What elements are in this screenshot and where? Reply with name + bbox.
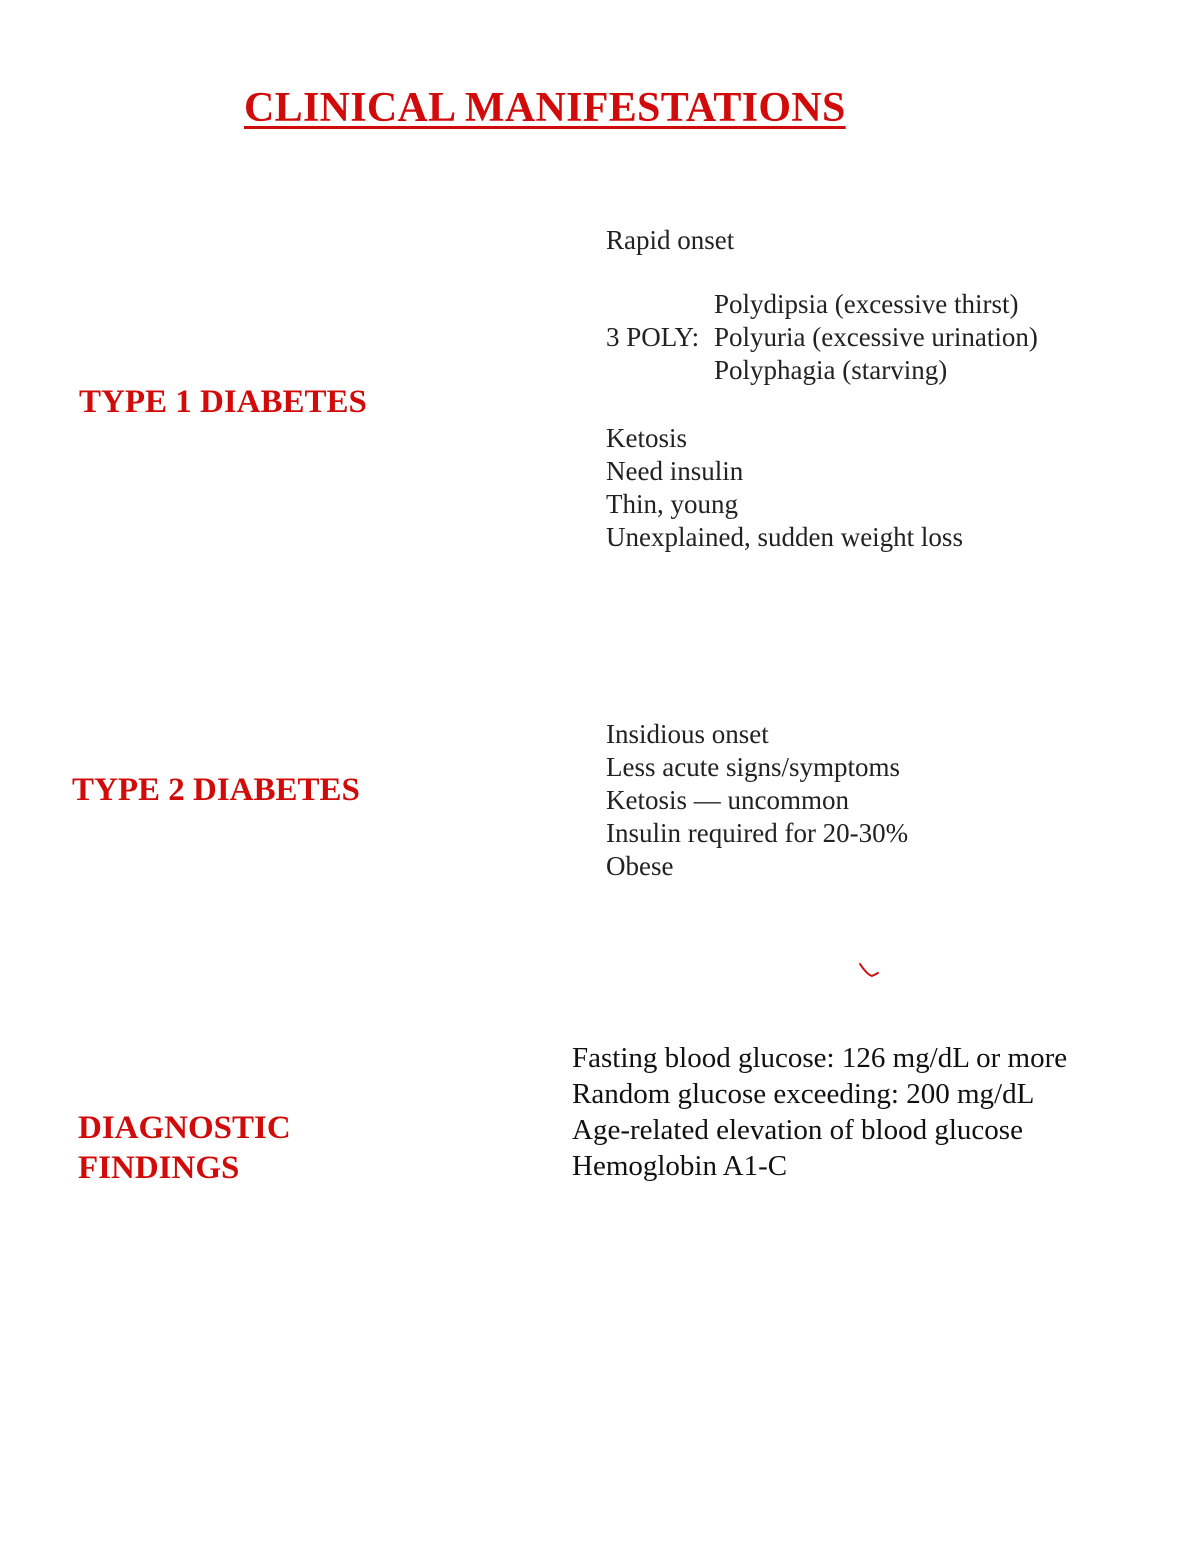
list-item: Hemoglobin A1-C (572, 1150, 788, 1182)
list-item: Unexplained, sudden weight loss (606, 522, 963, 552)
type1-features (606, 422, 963, 554)
diagnostic-findings (572, 1040, 1072, 1184)
list-item: Need insulin (606, 456, 744, 486)
poly-prefix: 3 POLY: (606, 322, 700, 352)
type1-onset: Rapid onset (606, 225, 735, 255)
list-item: Insidious onset (606, 719, 769, 749)
list-item: Insulin required for 20-30% (606, 818, 909, 848)
poly-item: Polyuria (excessive urination) (714, 322, 1038, 352)
type2-heading: TYPE 2 DIABETES (72, 772, 360, 808)
list-item: Obese (606, 851, 674, 881)
poly-item: Polydipsia (excessive thirst) (714, 289, 1019, 319)
list-item: Thin, young (606, 489, 738, 519)
poly-list (606, 288, 1038, 387)
type1-heading: TYPE 1 DIABETES (79, 384, 367, 420)
pen-mark-icon (858, 960, 880, 980)
type2-features (606, 718, 908, 883)
list-item: Ketosis (606, 423, 687, 453)
page-title: CLINICAL MANIFESTATIONS (244, 85, 846, 131)
list-item: Ketosis — uncommon (606, 785, 849, 815)
list-item: Random glucose exceeding: 200 mg/dL (572, 1078, 1035, 1110)
list-item: Age-related elevation of blood glucose (572, 1114, 1023, 1146)
list-item: Less acute signs/symptoms (606, 752, 900, 782)
poly-row (606, 288, 1038, 321)
diagnostic-heading: DIAGNOSTIC FINDINGS (78, 1110, 291, 1186)
poly-row (606, 354, 1038, 387)
poly-row (606, 321, 1038, 354)
list-item: Fasting blood glucose: 126 mg/dL or more (572, 1042, 1068, 1074)
poly-item: Polyphagia (starving) (714, 355, 948, 385)
